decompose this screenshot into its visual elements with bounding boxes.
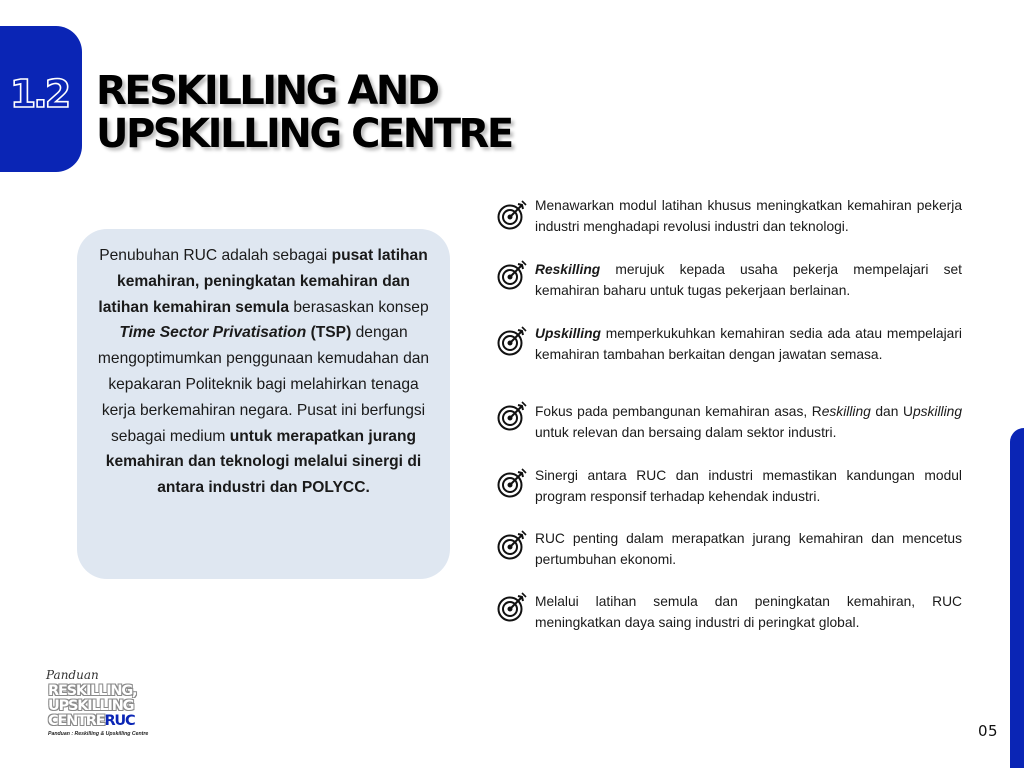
bullet-text-italic: eskilling bbox=[821, 404, 871, 419]
summary-text bbox=[91, 243, 436, 501]
summary-panel bbox=[77, 229, 450, 579]
target-arrow-icon bbox=[496, 199, 528, 231]
target-arrow-icon bbox=[496, 591, 528, 623]
target-arrow-icon bbox=[496, 529, 528, 561]
logo-ruc-text: RUC bbox=[104, 713, 135, 729]
page-title-line-2: UPSKILLING CENTRE bbox=[96, 111, 512, 157]
summary-text-part: dengan mengoptimumkan penggunaan kemudahan dan kepakaran Politeknik bagi melahirkan tenaga kerja berkemahiran negara. Pusat ini berfungsi sebagai medium bbox=[97, 324, 430, 445]
summary-text-part: Penubuhan RUC adalah sebagai bbox=[99, 247, 332, 264]
summary-emphasis-purpose: untuk merapatkan jurang kemahiran dan teknologi melalui sinergi di antara industri dan POLYCC. bbox=[105, 427, 422, 497]
term-upskilling: Upskilling bbox=[535, 326, 601, 341]
bullet-text bbox=[535, 260, 962, 301]
bullet-text: Menawarkan modul latihan khusus meningkatkan kemahiran pekerja industri menghadapi revolusi industri dan teknologi. bbox=[535, 198, 962, 234]
summary-text-part: berasaskan konsep bbox=[289, 298, 429, 316]
target-arrow-icon bbox=[496, 325, 528, 357]
logo-script-text: Panduan bbox=[46, 668, 99, 682]
target-arrow-icon bbox=[496, 400, 528, 432]
logo-line-2: UPSKILLING bbox=[48, 698, 134, 714]
bullet-text-italic: pskilling bbox=[912, 404, 963, 419]
bullet-text-part: memperkukuhkan kemahiran sedia ada atau mempelajari kemahiran tambahan berkaitan dengan jawatan semasa. bbox=[535, 326, 962, 362]
section-number: 1.2 bbox=[9, 72, 69, 116]
bullet-text-part: untuk relevan dan bersaing dalam sektor industri. bbox=[535, 424, 837, 440]
logo-centre-text: CENTRE bbox=[48, 713, 105, 729]
bullet-text: Sinergi antara RUC dan industri memastikan kandungan modul program responsif terhadap kehendak industri. bbox=[535, 468, 962, 504]
logo-line-1: RESKILLING, bbox=[48, 683, 137, 699]
target-arrow-icon bbox=[496, 259, 528, 291]
bullet-text: Melalui latihan semula dan peningkatan kemahiran, RUC meningkatkan daya saing industri di peringkat global. bbox=[535, 594, 962, 630]
summary-emphasis-tsp-term: Time Sector Privatisation bbox=[119, 324, 307, 342]
page-title-line-1: RESKILLING AND bbox=[96, 68, 438, 114]
summary-emphasis-tsp-abbrev: (TSP) bbox=[306, 324, 352, 342]
term-reskilling: Reskilling bbox=[535, 262, 601, 277]
page-number: 05 bbox=[978, 722, 999, 740]
bullet-text bbox=[535, 402, 962, 443]
bullet-text-part: Fokus pada pembangunan kemahiran asas, R bbox=[535, 404, 822, 419]
summary-emphasis-pusat-latihan: pusat latihan kemahiran, peningkatan kemahiran dan latihan kemahiran semula bbox=[98, 247, 428, 316]
guide-logo bbox=[44, 668, 154, 742]
target-arrow-icon bbox=[496, 467, 528, 499]
bullet-text-part: dan U bbox=[870, 404, 913, 419]
bullet-text-part: merujuk kepada usaha pekerja mempelajari set kemahiran baharu untuk tugas pekerjaan berlainan. bbox=[535, 262, 962, 298]
bullet-text: RUC penting dalam merapatkan jurang kemahiran dan mencetus pertumbuhan ekonomi. bbox=[535, 531, 962, 567]
bullet-text bbox=[535, 324, 962, 365]
logo-line-3 bbox=[48, 714, 134, 729]
logo-caption: Panduan : Reskilling & Upskilling Centre bbox=[48, 731, 149, 737]
page-title bbox=[96, 70, 512, 156]
right-edge-accent bbox=[1010, 428, 1024, 768]
